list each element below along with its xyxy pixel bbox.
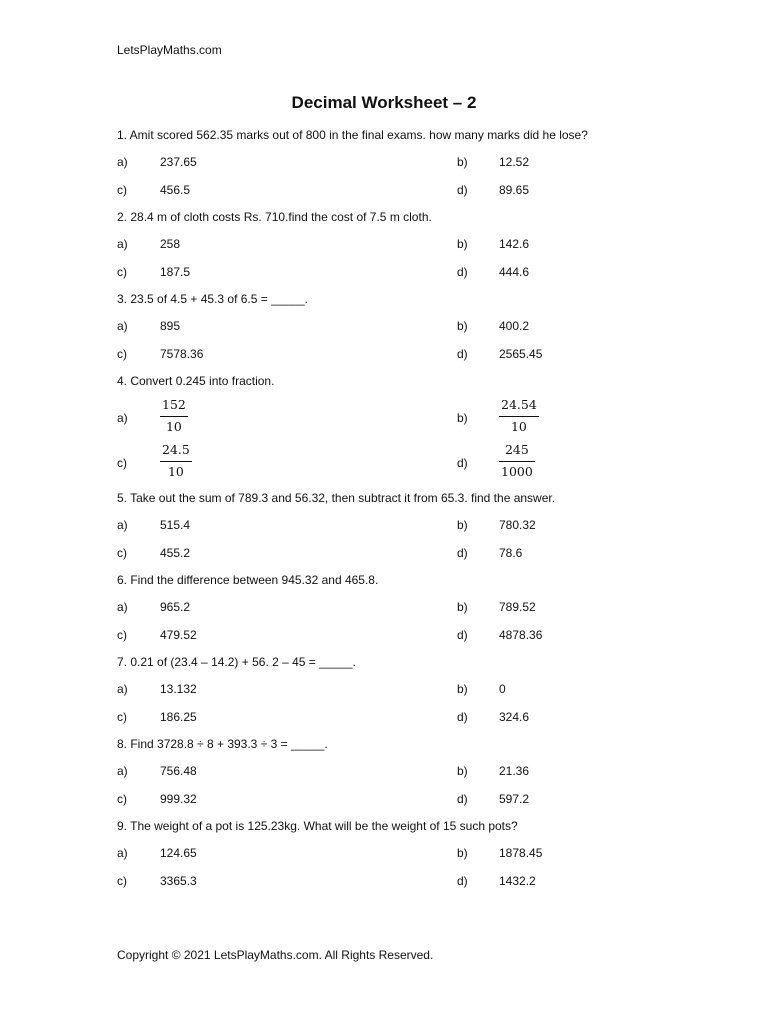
option-label: c) [117, 265, 127, 279]
option-value: 89.65 [499, 183, 530, 197]
option-value: 258 [160, 237, 181, 251]
option-label: a) [117, 518, 128, 532]
option-label: b) [457, 600, 468, 614]
option-label: a) [117, 846, 128, 860]
option-label: b) [457, 411, 468, 425]
question-text: 6. Find the difference between 945.32 and 465.8. [117, 573, 379, 587]
fraction-option [499, 399, 539, 433]
fraction-denominator: 10 [167, 463, 184, 479]
fraction-denominator: 10 [510, 418, 527, 434]
copyright-footer: Copyright © 2021 LetsPlayMaths.com. All Rights Reserved. [117, 948, 434, 962]
option-value: 21.36 [499, 764, 530, 778]
option-value: 1432.2 [499, 874, 536, 888]
question-text: 4. Convert 0.245 into fraction. [117, 374, 275, 388]
question-text: 3. 23.5 of 4.5 + 45.3 of 6.5 = _____. [117, 292, 308, 306]
option-label: c) [117, 874, 127, 888]
option-value: 4878.36 [499, 628, 543, 642]
option-value: 789.52 [499, 600, 536, 614]
fraction-option [160, 444, 192, 478]
option-label: b) [457, 764, 468, 778]
option-value: 444.6 [499, 265, 530, 279]
option-label: c) [117, 183, 127, 197]
question-text: 5. Take out the sum of 789.3 and 56.32, then subtract it from 65.3. find the answer. [117, 491, 556, 505]
option-label: c) [117, 347, 127, 361]
question-text: 2. 28.4 m of cloth costs Rs. 710.find the cost of 7.5 m cloth. [117, 210, 432, 224]
option-value: 756.48 [160, 764, 197, 778]
option-label: b) [457, 682, 468, 696]
option-label: c) [117, 710, 127, 724]
option-label: a) [117, 155, 128, 169]
fraction-numerator: 245 [504, 442, 529, 457]
site-name: LetsPlayMaths.com [117, 43, 222, 57]
option-value: 2565.45 [499, 347, 543, 361]
option-value: 456.5 [160, 183, 191, 197]
option-label: c) [117, 792, 127, 806]
option-label: d) [457, 792, 468, 806]
option-value: 237.65 [160, 155, 197, 169]
option-value: 7578.36 [160, 347, 204, 361]
option-label: b) [457, 518, 468, 532]
question-text: 9. The weight of a pot is 125.23kg. What will be the weight of 15 such pots? [117, 819, 518, 833]
option-value: 999.32 [160, 792, 197, 806]
option-value: 187.5 [160, 265, 191, 279]
option-label: d) [457, 265, 468, 279]
option-value: 515.4 [160, 518, 191, 532]
option-label: a) [117, 237, 128, 251]
option-label: d) [457, 347, 468, 361]
option-label: d) [457, 628, 468, 642]
option-label: d) [457, 183, 468, 197]
fraction-denominator: 10 [165, 418, 182, 434]
option-value: 597.2 [499, 792, 530, 806]
option-label: b) [457, 155, 468, 169]
question-text: 1. Amit scored 562.35 marks out of 800 in the final exams. how many marks did he lose? [117, 128, 588, 142]
option-label: d) [457, 456, 468, 470]
option-value: 3365.3 [160, 874, 197, 888]
option-label: b) [457, 319, 468, 333]
option-label: a) [117, 411, 128, 425]
option-value: 124.65 [160, 846, 197, 860]
option-value: 1878.45 [499, 846, 543, 860]
option-value: 324.6 [499, 710, 530, 724]
option-label: d) [457, 710, 468, 724]
option-value: 78.6 [499, 546, 523, 560]
fraction-numerator: 24.54 [501, 397, 537, 412]
option-label: c) [117, 546, 127, 560]
fraction-option [499, 444, 535, 478]
option-value: 400.2 [499, 319, 530, 333]
option-label: d) [457, 874, 468, 888]
option-label: a) [117, 600, 128, 614]
option-label: a) [117, 319, 128, 333]
option-label: a) [117, 682, 128, 696]
option-value: 0 [499, 682, 506, 696]
fraction-denominator: 1000 [501, 463, 533, 479]
option-label: d) [457, 546, 468, 560]
option-label: a) [117, 764, 128, 778]
question-text: 8. Find 3728.8 ÷ 8 + 393.3 ÷ 3 = _____. [117, 737, 328, 751]
option-value: 479.52 [160, 628, 197, 642]
option-value: 13.132 [160, 682, 197, 696]
option-label: c) [117, 456, 127, 470]
option-value: 455.2 [160, 546, 191, 560]
option-label: b) [457, 237, 468, 251]
question-text: 7. 0.21 of (23.4 – 14.2) + 56. 2 – 45 = _____. [117, 655, 356, 669]
fraction-option [160, 399, 188, 433]
option-value: 965.2 [160, 600, 191, 614]
page-title: Decimal Worksheet – 2 [291, 93, 477, 112]
option-value: 780.32 [499, 518, 536, 532]
option-label: c) [117, 628, 127, 642]
fraction-numerator: 24.5 [162, 442, 190, 457]
option-value: 142.6 [499, 237, 530, 251]
option-label: b) [457, 846, 468, 860]
option-value: 895 [160, 319, 181, 333]
option-value: 186.25 [160, 710, 197, 724]
fraction-numerator: 152 [162, 397, 186, 412]
option-value: 12.52 [499, 155, 530, 169]
